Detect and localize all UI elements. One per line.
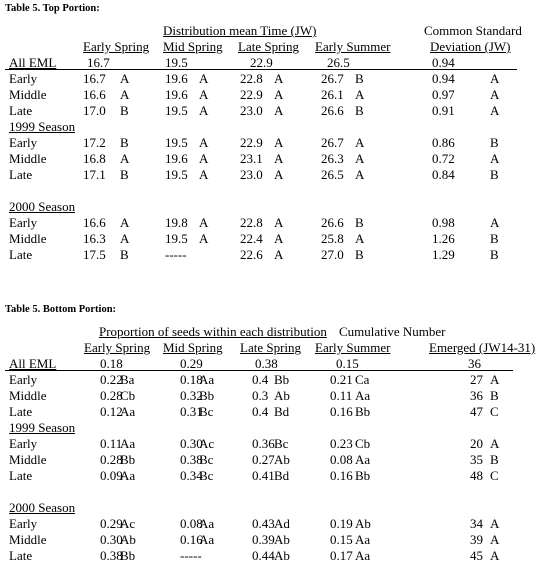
cell-value: 0.34 [180,468,203,483]
cell-value: 0.16 [330,404,353,419]
cell-letter: B [120,103,129,118]
cum-letter: A [490,436,500,451]
cell-value: 22.4 [240,231,263,246]
cell-value: 0.21 [330,372,353,387]
row-label: Middle [9,452,47,467]
bottom-section-title: 1999 Season [9,420,76,435]
cell-letter: B [355,71,364,86]
cell-letter: Aa [355,388,371,403]
cell-letter: A [274,231,284,246]
cell-letter: A [199,167,209,182]
cell-letter: A [199,87,209,102]
cell-value: 23.0 [240,167,263,182]
cell-value: 0.28 [100,452,123,467]
cell-letter: A [199,215,209,230]
cell-letter: A [355,151,365,166]
cell-value: 0.38 [180,452,203,467]
cell-value: 0.22 [100,372,123,387]
cell-value: 0.39 [252,532,275,547]
cell-letter: A [199,71,209,86]
top-sd-header-line2: Deviation (JW) [430,39,511,54]
cell-value: 19.5 [165,103,188,118]
row-label: Middle [9,532,47,547]
cell-value: 22.9 [240,135,263,150]
sd-letter: B [490,231,499,246]
cell-letter: A [355,135,365,150]
bottom-cum-header-line1: Cumulative Number [339,324,446,339]
sd-letter: B [490,247,499,262]
cell-value: 0.28 [100,388,123,403]
cum-value: 48 [470,468,483,483]
top-all-label: All EML [9,55,57,70]
bottom-all-value: 0.29 [180,356,203,371]
cell-value: 0.19 [330,516,353,531]
cum-letter: A [490,516,500,531]
cell-letter: A [120,151,130,166]
cum-letter: A [490,532,500,547]
sd-value: 0.94 [432,71,455,86]
top-all-value: 22.9 [250,55,273,70]
cell-letter: Bc [199,452,214,467]
row-label: Early [9,436,38,451]
cum-value: 36 [470,388,483,403]
sd-letter: A [490,151,500,166]
cum-value: 47 [470,404,483,419]
cell-value: 0.08 [180,516,203,531]
cell-letter: A [199,103,209,118]
cell-value: 0.15 [330,532,353,547]
cell-letter: Aa [355,532,371,547]
sd-value: 0.91 [432,103,455,118]
top-caption: Table 5. Top Portion: [5,3,100,14]
cell-value: 26.3 [321,151,344,166]
cell-letter: Bc [199,404,214,419]
cell-letter: A [199,151,209,166]
cell-value: 0.3 [252,388,269,403]
cell-letter: B [120,247,129,262]
cell-letter: Bb [355,468,371,483]
bottom-col-early-spring: Early Spring [84,340,151,355]
row-label: Early [9,135,38,150]
sd-letter: B [490,135,499,150]
cell-letter: Ab [120,532,136,547]
top-group-header: Distribution mean Time (JW) [163,23,317,38]
bottom-caption: Table 5. Bottom Portion: [5,304,117,315]
cell-letter: A [120,71,130,86]
cell-value: 19.5 [165,231,188,246]
bottom-header-rule [5,370,513,371]
cell-value: 0.16 [330,468,353,483]
cell-value: 0.18 [180,372,203,387]
cum-letter: A [490,372,500,387]
cell-value: 16.8 [83,151,106,166]
cum-letter: C [490,468,499,483]
cell-value: 0.11 [330,388,353,403]
top-header-rule [5,69,517,70]
cell-letter: Bb [274,372,290,387]
cell-letter: A [274,135,284,150]
cell-value: 0.09 [100,468,123,483]
bottom-all-value: 0.18 [100,356,123,371]
row-label: Middle [9,151,47,166]
cum-letter: C [490,404,499,419]
cell-letter: A [274,71,284,86]
cum-value: 34 [470,516,483,531]
cell-letter: Ab [274,532,290,547]
cell-letter: Bd [274,404,290,419]
row-label: Late [9,468,33,483]
cell-letter: Ab [274,452,290,467]
cell-letter: A [355,167,365,182]
cell-value: 16.3 [83,231,106,246]
cell-value: 19.5 [165,135,188,150]
cell-letter: A [355,231,365,246]
row-label: Middle [9,87,47,102]
cell-value: 22.9 [240,87,263,102]
cell-letter: Aa [355,452,371,467]
top-col-mid-spring: Mid Spring [163,39,223,54]
cell-letter: Ba [120,372,135,387]
bottom-cum-header-line2: Emerged (JW14-31) [429,340,536,355]
cell-value: 22.8 [240,215,263,230]
top-all-sd: 0.94 [432,55,455,70]
cell-value: 17.5 [83,247,106,262]
sd-value: 0.72 [432,151,455,166]
top-col-late-spring: Late Spring [238,39,300,54]
cell-letter: A [120,87,130,102]
cell-letter: B [120,167,129,182]
bottom-col-early-summer: Early Summer [315,340,391,355]
sd-letter: A [490,215,500,230]
cell-letter: Aa [355,548,371,563]
cell-letter: B [355,247,364,262]
cell-value: 22.8 [240,71,263,86]
cell-letter: Bc [274,436,289,451]
cell-letter: Ca [355,372,370,387]
cell-letter: Aa [120,468,136,483]
top-section-title: 2000 Season [9,199,76,214]
top-all-value: 16.7 [87,55,110,70]
sd-letter: A [490,87,500,102]
row-label: Late [9,103,33,118]
cell-value: 0.36 [252,436,275,451]
bottom-all-value: 0.15 [336,356,359,371]
cell-value: 23.0 [240,103,263,118]
row-label: Early [9,372,38,387]
cell-value: 17.2 [83,135,106,150]
cell-value: 0.44 [252,548,275,563]
cell-value: ----- [180,548,202,563]
row-label: Early [9,215,38,230]
cell-value: 26.5 [321,167,344,182]
sd-value: 1.29 [432,247,455,262]
cum-letter: B [490,452,499,467]
cell-value: 0.4 [252,372,269,387]
cell-value: 19.8 [165,215,188,230]
cell-letter: Cb [120,388,136,403]
row-label: Early [9,516,38,531]
cell-letter: A [199,135,209,150]
cum-value: 35 [470,452,483,467]
cell-letter: Aa [199,532,215,547]
cell-letter: B [355,103,364,118]
cell-letter: A [355,87,365,102]
row-label: Late [9,548,33,563]
cell-letter: A [274,151,284,166]
top-section-title: 1999 Season [9,119,76,134]
cell-value: 26.1 [321,87,344,102]
bottom-section-title: 2000 Season [9,500,76,515]
cell-letter: A [199,231,209,246]
cell-letter: A [274,247,284,262]
cell-letter: A [120,215,130,230]
cell-letter: Ad [274,516,290,531]
row-label: Middle [9,388,47,403]
cell-value: 0.41 [252,468,275,483]
cell-value: 0.38 [100,548,123,563]
cell-value: 26.7 [321,135,344,150]
cell-letter: Aa [120,436,136,451]
cell-letter: Ac [120,516,136,531]
sd-letter: A [490,71,500,86]
cell-letter: A [274,215,284,230]
row-label: Late [9,167,33,182]
bottom-col-late-spring: Late Spring [240,340,302,355]
bottom-group-header: Proportion of seeds within each distribution [99,324,327,339]
cell-letter: Ab [274,388,290,403]
cell-letter: Aa [199,372,215,387]
cell-value: 26.6 [321,103,344,118]
row-label: Middle [9,231,47,246]
cell-letter: Aa [199,516,215,531]
cell-value: 0.29 [100,516,123,531]
cum-letter: B [490,388,499,403]
bottom-all-label: All EML [9,356,57,371]
sd-value: 0.86 [432,135,455,150]
cell-value: 26.7 [321,71,344,86]
cell-value: 19.6 [165,151,188,166]
cell-letter: Ac [199,436,215,451]
bottom-col-mid-spring: Mid Spring [163,340,223,355]
bottom-all-cum: 36 [468,356,481,371]
cell-value: 0.31 [180,404,203,419]
cell-value: 16.7 [83,71,106,86]
cum-value: 45 [470,548,483,563]
cell-value: 17.0 [83,103,106,118]
cell-value: 19.6 [165,71,188,86]
cell-value: 19.6 [165,87,188,102]
cell-value: 0.4 [252,404,269,419]
sd-value: 0.84 [432,167,455,182]
cum-letter: A [490,548,500,563]
bottom-all-value: 0.38 [255,356,278,371]
sd-value: 1.26 [432,231,455,246]
cell-letter: Bb [199,388,215,403]
cell-letter: Bb [120,548,136,563]
top-all-value: 26.5 [327,55,350,70]
cell-value: 27.0 [321,247,344,262]
cell-letter: B [355,215,364,230]
top-sd-header-line1: Common Standard [424,23,522,38]
sd-letter: A [490,103,500,118]
cell-letter: A [274,103,284,118]
cell-letter: B [120,135,129,150]
cell-value: 0.30 [100,532,123,547]
cell-value: 0.27 [252,452,275,467]
cell-letter: A [120,231,130,246]
cell-value: ----- [165,247,187,262]
cell-value: 26.6 [321,215,344,230]
cum-value: 20 [470,436,483,451]
cell-letter: Cb [355,436,371,451]
cell-letter: Bd [274,468,290,483]
row-label: Late [9,247,33,262]
cell-letter: Aa [120,404,136,419]
cell-value: 23.1 [240,151,263,166]
cell-value: 0.11 [100,436,123,451]
sd-value: 0.97 [432,87,455,102]
cell-value: 17.1 [83,167,106,182]
cell-value: 16.6 [83,87,106,102]
sd-value: 0.98 [432,215,455,230]
cell-letter: Ab [274,548,290,563]
cell-value: 0.32 [180,388,203,403]
cell-letter: Bb [355,404,371,419]
cell-value: 0.23 [330,436,353,451]
cell-value: 22.6 [240,247,263,262]
cell-letter: A [274,87,284,102]
row-label: Early [9,71,38,86]
cell-value: 25.8 [321,231,344,246]
cell-value: 0.30 [180,436,203,451]
cum-value: 39 [470,532,483,547]
cell-value: 0.17 [330,548,353,563]
sd-letter: B [490,167,499,182]
cell-value: 0.16 [180,532,203,547]
cell-letter: A [274,167,284,182]
cell-letter: Bc [199,468,214,483]
top-col-early-spring: Early Spring [83,39,150,54]
cell-value: 0.43 [252,516,275,531]
cell-letter: Bb [120,452,136,467]
cell-value: 16.6 [83,215,106,230]
cell-value: 19.5 [165,167,188,182]
top-all-value: 19.5 [165,55,188,70]
cell-letter: Ab [355,516,371,531]
cum-value: 27 [470,372,483,387]
cell-value: 0.08 [330,452,353,467]
cell-value: 0.12 [100,404,123,419]
top-col-early-summer: Early Summer [315,39,391,54]
row-label: Late [9,404,33,419]
